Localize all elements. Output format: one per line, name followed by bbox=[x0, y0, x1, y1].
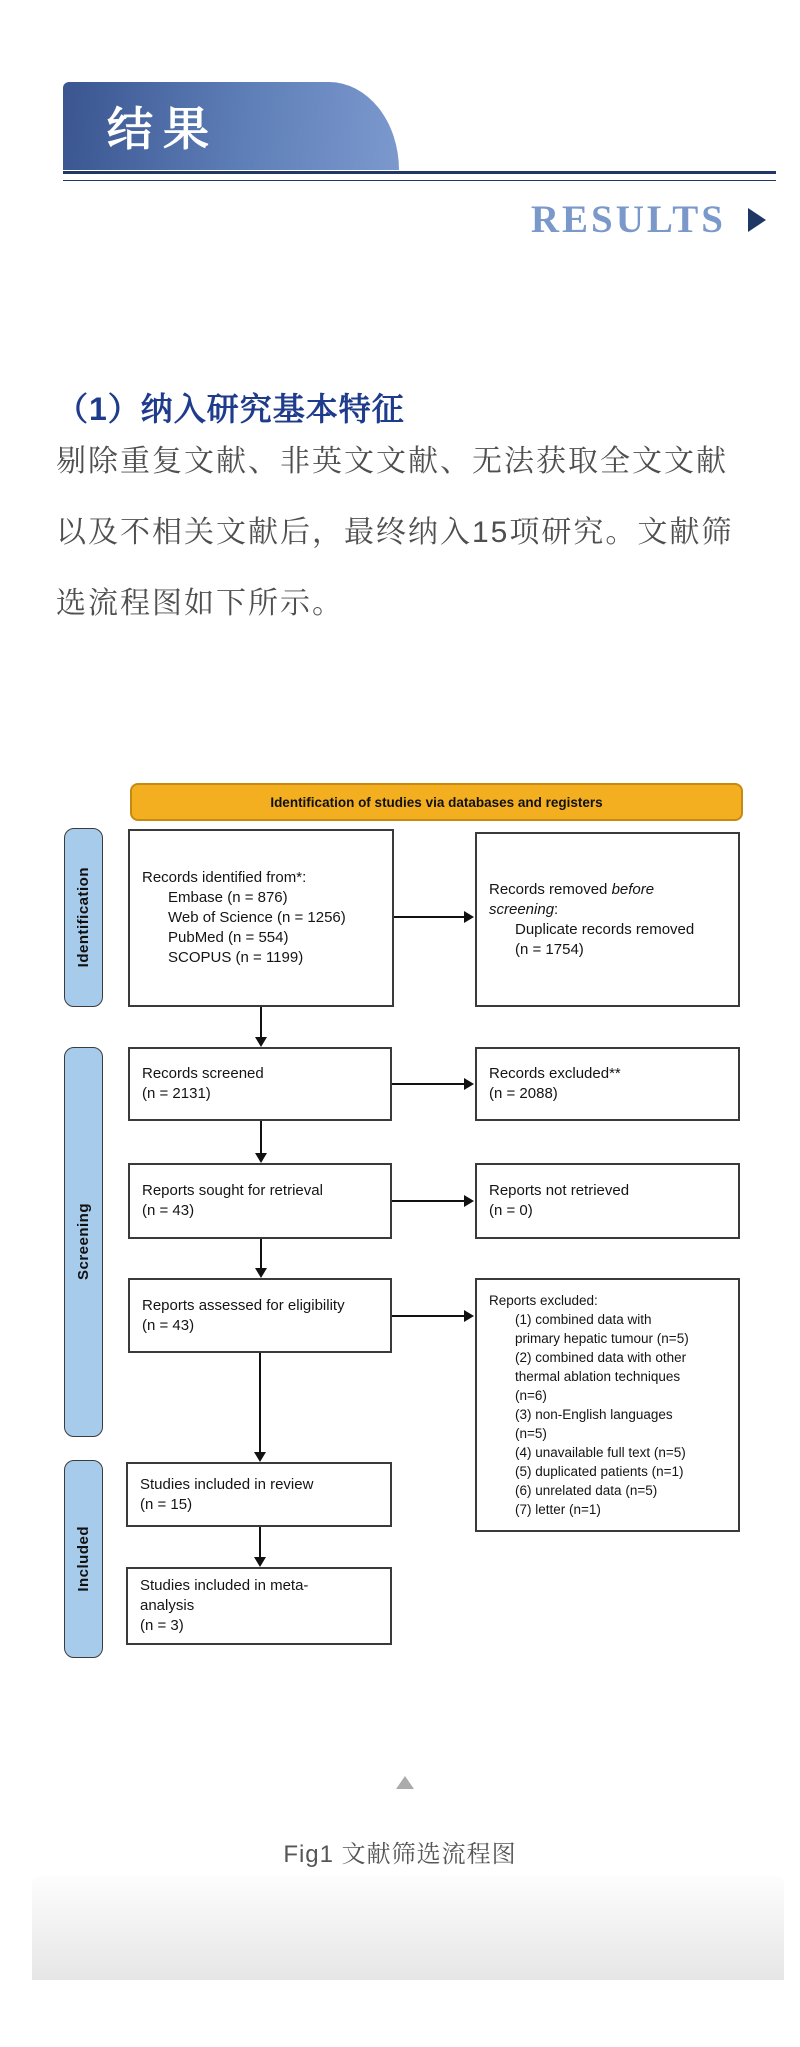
arrowhead-right-icon bbox=[464, 1195, 474, 1207]
box-reports-sought: Reports sought for retrieval (n = 43) bbox=[128, 1163, 392, 1239]
results-title-zh: 结果 bbox=[107, 104, 219, 155]
collapse-triangle-icon bbox=[396, 1776, 414, 1789]
stage-bar-identification bbox=[64, 828, 103, 1007]
arrow-sought-to-assessed bbox=[260, 1239, 262, 1269]
flowchart-banner: Identification of studies via databases and registers bbox=[130, 783, 743, 821]
next-section-preview bbox=[32, 1876, 784, 1980]
arrowhead-down-icon bbox=[255, 1268, 267, 1278]
results-title-en: RESULTS bbox=[530, 198, 726, 241]
arrowhead-right-icon bbox=[464, 1310, 474, 1322]
stage-label-included: Included bbox=[75, 1526, 92, 1592]
box-line: Records removed before bbox=[489, 880, 655, 898]
box-records-excluded: Records excluded** (n = 2088) bbox=[475, 1047, 740, 1121]
box-line: screening: bbox=[489, 900, 559, 918]
arrowhead-down-icon bbox=[255, 1153, 267, 1163]
stage-bar-included bbox=[64, 1460, 103, 1658]
box-reports-excluded-reasons: Reports excluded: (1) combined data with primary hepatic tumour (n=5) (2) combined data with other thermal ablation techniques (n=6) (3) non-English languages (n=5) (4) unavailable full text (n=5) (5) duplicated patients (n=1) (6) unrelated data (n=5) (7) letter (n=1) bbox=[475, 1278, 740, 1532]
arrow-screened-to-excluded bbox=[392, 1083, 464, 1085]
results-hero-banner bbox=[63, 82, 399, 170]
box-studies-in-review: Studies included in review (n = 15) bbox=[126, 1462, 392, 1527]
arrowhead-down-icon bbox=[255, 1037, 267, 1047]
arrow-right-icon bbox=[748, 208, 766, 232]
box-studies-in-meta-analysis: Studies included in meta- analysis (n = 3) bbox=[126, 1567, 392, 1645]
box-records-screened: Records screened (n = 2131) bbox=[128, 1047, 392, 1121]
arrowhead-down-icon bbox=[254, 1452, 266, 1462]
section-heading: （1）纳入研究基本特征 bbox=[56, 391, 405, 427]
stage-bar-screening bbox=[64, 1047, 103, 1437]
box-reports-assessed: Reports assessed for eligibility (n = 43) bbox=[128, 1278, 392, 1353]
arrow-identified-to-removed bbox=[394, 916, 464, 918]
arrow-assessed-to-review bbox=[259, 1353, 261, 1453]
arrow-assessed-to-excluded bbox=[392, 1315, 464, 1317]
divider-line-thin bbox=[63, 180, 776, 181]
figure-caption: Fig1 文献筛选流程图 bbox=[283, 1841, 517, 1868]
box-detail-lines: Duplicate records removed (n = 1754) bbox=[515, 920, 695, 958]
arrowhead-right-icon bbox=[464, 911, 474, 923]
arrow-sought-to-not-retrieved bbox=[392, 1200, 464, 1202]
divider-line-thick bbox=[63, 171, 776, 174]
arrowhead-right-icon bbox=[464, 1078, 474, 1090]
box-records-identified: Records identified from*: Embase (n = 876) Web of Science (n = 1256) PubMed (n = 554) SCOPUS (n = 1199) bbox=[128, 829, 394, 1007]
section-paragraph: 剔除重复文献、非英文文献、无法获取全文文献 以及不相关文献后，最终纳入15项研究。文献筛 选流程图如下所示。 bbox=[56, 445, 734, 620]
box-reports-not-retrieved: Reports not retrieved (n = 0) bbox=[475, 1163, 740, 1239]
stage-label-identification: Identification bbox=[75, 867, 92, 968]
arrow-identified-to-screened bbox=[260, 1007, 262, 1038]
arrow-screened-to-sought bbox=[260, 1121, 262, 1154]
arrow-review-to-meta bbox=[259, 1527, 261, 1558]
box-records-removed bbox=[475, 832, 740, 1007]
results-heading-row bbox=[531, 197, 766, 242]
arrowhead-down-icon bbox=[254, 1557, 266, 1567]
stage-label-screening: Screening bbox=[75, 1203, 92, 1281]
